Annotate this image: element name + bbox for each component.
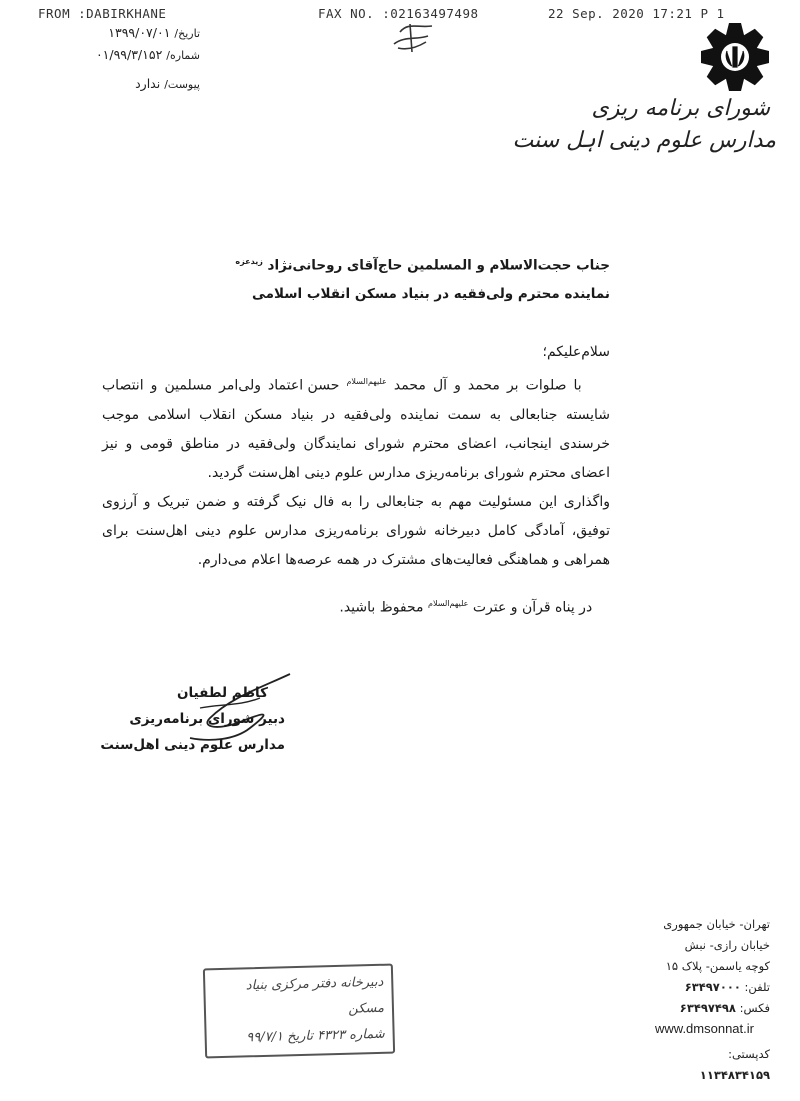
paragraph-1-start: با صلوات بر محمد و آل محمد [393,377,582,394]
fax-number: FAX NO. :02163497498 [318,6,479,21]
phone-value: ۶۳۴۹۷۰۰۰ [684,980,741,994]
paragraph-1-honorific: علیهم‌السلام [346,377,387,386]
closing [102,589,610,623]
greeting: سلام‌علیکم؛ [542,344,610,360]
stamp-number-label: شماره [348,1026,385,1043]
paragraph-1 [102,367,610,488]
postal-row [655,1044,770,1086]
website-link[interactable]: www.dmsonnat.ir [655,1021,754,1036]
organization-name-line2: مدارس علوم دینی اہل سنت [512,128,776,153]
stamp-number-row [214,1022,385,1052]
organization-name-line1: شورای برنامه ریزی [591,96,770,121]
fax-datetime: 22 Sep. 2020 17:21 P 1 [548,6,725,21]
postal-value: ۱۱۳۴۸۳۴۱۵۹ [699,1068,770,1082]
addressee-name: جناب حجت‌الاسلام و المسلمین حاج‌آقای روحانی‌نژاد [267,257,610,274]
closing-end: محفوظ باشید. [339,599,424,616]
attachment-row [70,76,200,91]
phone-label: تلفن: [744,980,770,994]
addressee-line1 [235,257,610,274]
addressee-line2: نماینده محترم ولی‌فقیه در بنیاد مسکن انقلاب اسلامی [252,286,610,302]
fax-value: ۶۳۴۹۷۴۹۸ [679,1001,736,1015]
paragraph-1-rest: حسن اعتماد ولی‌امر مسلمین و انتصاب شایسته جنابعالی به سمت نماینده ولی‌فقیه در بنیاد مسکن انقلاب اسلامی موجب خرسندی اینجانب، اعضای محترم شورای نمایندگان ولی‌فقیه در مناطق قومی و نیز اعضای محترم شورای برنامه‌ریزی مدارس علوم دینی اهل‌سنت گردید. [102,377,610,481]
address-line-1: تهران- خیابان جمهوری [663,917,770,931]
address-line-3: کوچه یاسمن- پلاک ۱۵ [665,959,770,973]
received-stamp [203,964,395,1059]
address-line-2: خیابان رازی- نبش [684,938,770,952]
phone-row [640,977,770,998]
postal-label: کدپستی: [728,1047,770,1061]
attachment-label: پیوست/ [164,78,200,91]
stamp-number: ۴۳۲۳ [316,1027,346,1044]
organization-emblem-icon [698,20,772,94]
number-label: شماره/ [166,49,200,62]
addressee-honorific: زیدعزه [235,257,263,266]
fax-from: FROM :DABIRKHANE [38,6,167,21]
number-value: ۰۱/۹۹/۳/۱۵۲ [95,47,163,62]
attachment-value: ندارد [135,76,161,91]
date-row [70,25,200,40]
date-value: ۱۳۹۹/۰۷/۰۱ [108,25,171,40]
fax-row [640,998,770,1019]
closing-start: در پناه قرآن و عترت [472,599,593,616]
footer-contact [640,914,770,1019]
number-row [62,47,200,62]
signer-title-1: دبیر شورای برنامه‌ریزی [129,711,285,727]
stamp-title: دبیرخانه دفتر مرکزی بنیاد مسکن [245,974,385,1017]
paragraph-2: واگذاری این مسئولیت مهم به جنابعالی را به فال نیک گرفته و ضمن تبریک و آرزوی توفیق، آمادگی کامل دبیرخانه شورای برنامه‌ریزی مدارس علوم دینی اهل‌سنت برای همراهی و هماهنگی فعالیت‌های مشترک در همه عرصه‌ها اعلام می‌دارم. [102,493,610,568]
signer-name: کاظم لطفیان [177,685,268,701]
top-signature-scribble [388,18,438,56]
closing-honorific: علیهم‌السلام [428,598,469,608]
stamp-date-label: تاریخ [286,1028,314,1045]
signer-title-2: مدارس علوم دینی اهل‌سنت [100,737,285,753]
letter-body [102,338,610,622]
stamp-date: ۹۹/۷/۱ [246,1029,284,1046]
date-label: تاریخ/ [174,27,200,40]
fax-label: فکس: [739,1001,770,1015]
